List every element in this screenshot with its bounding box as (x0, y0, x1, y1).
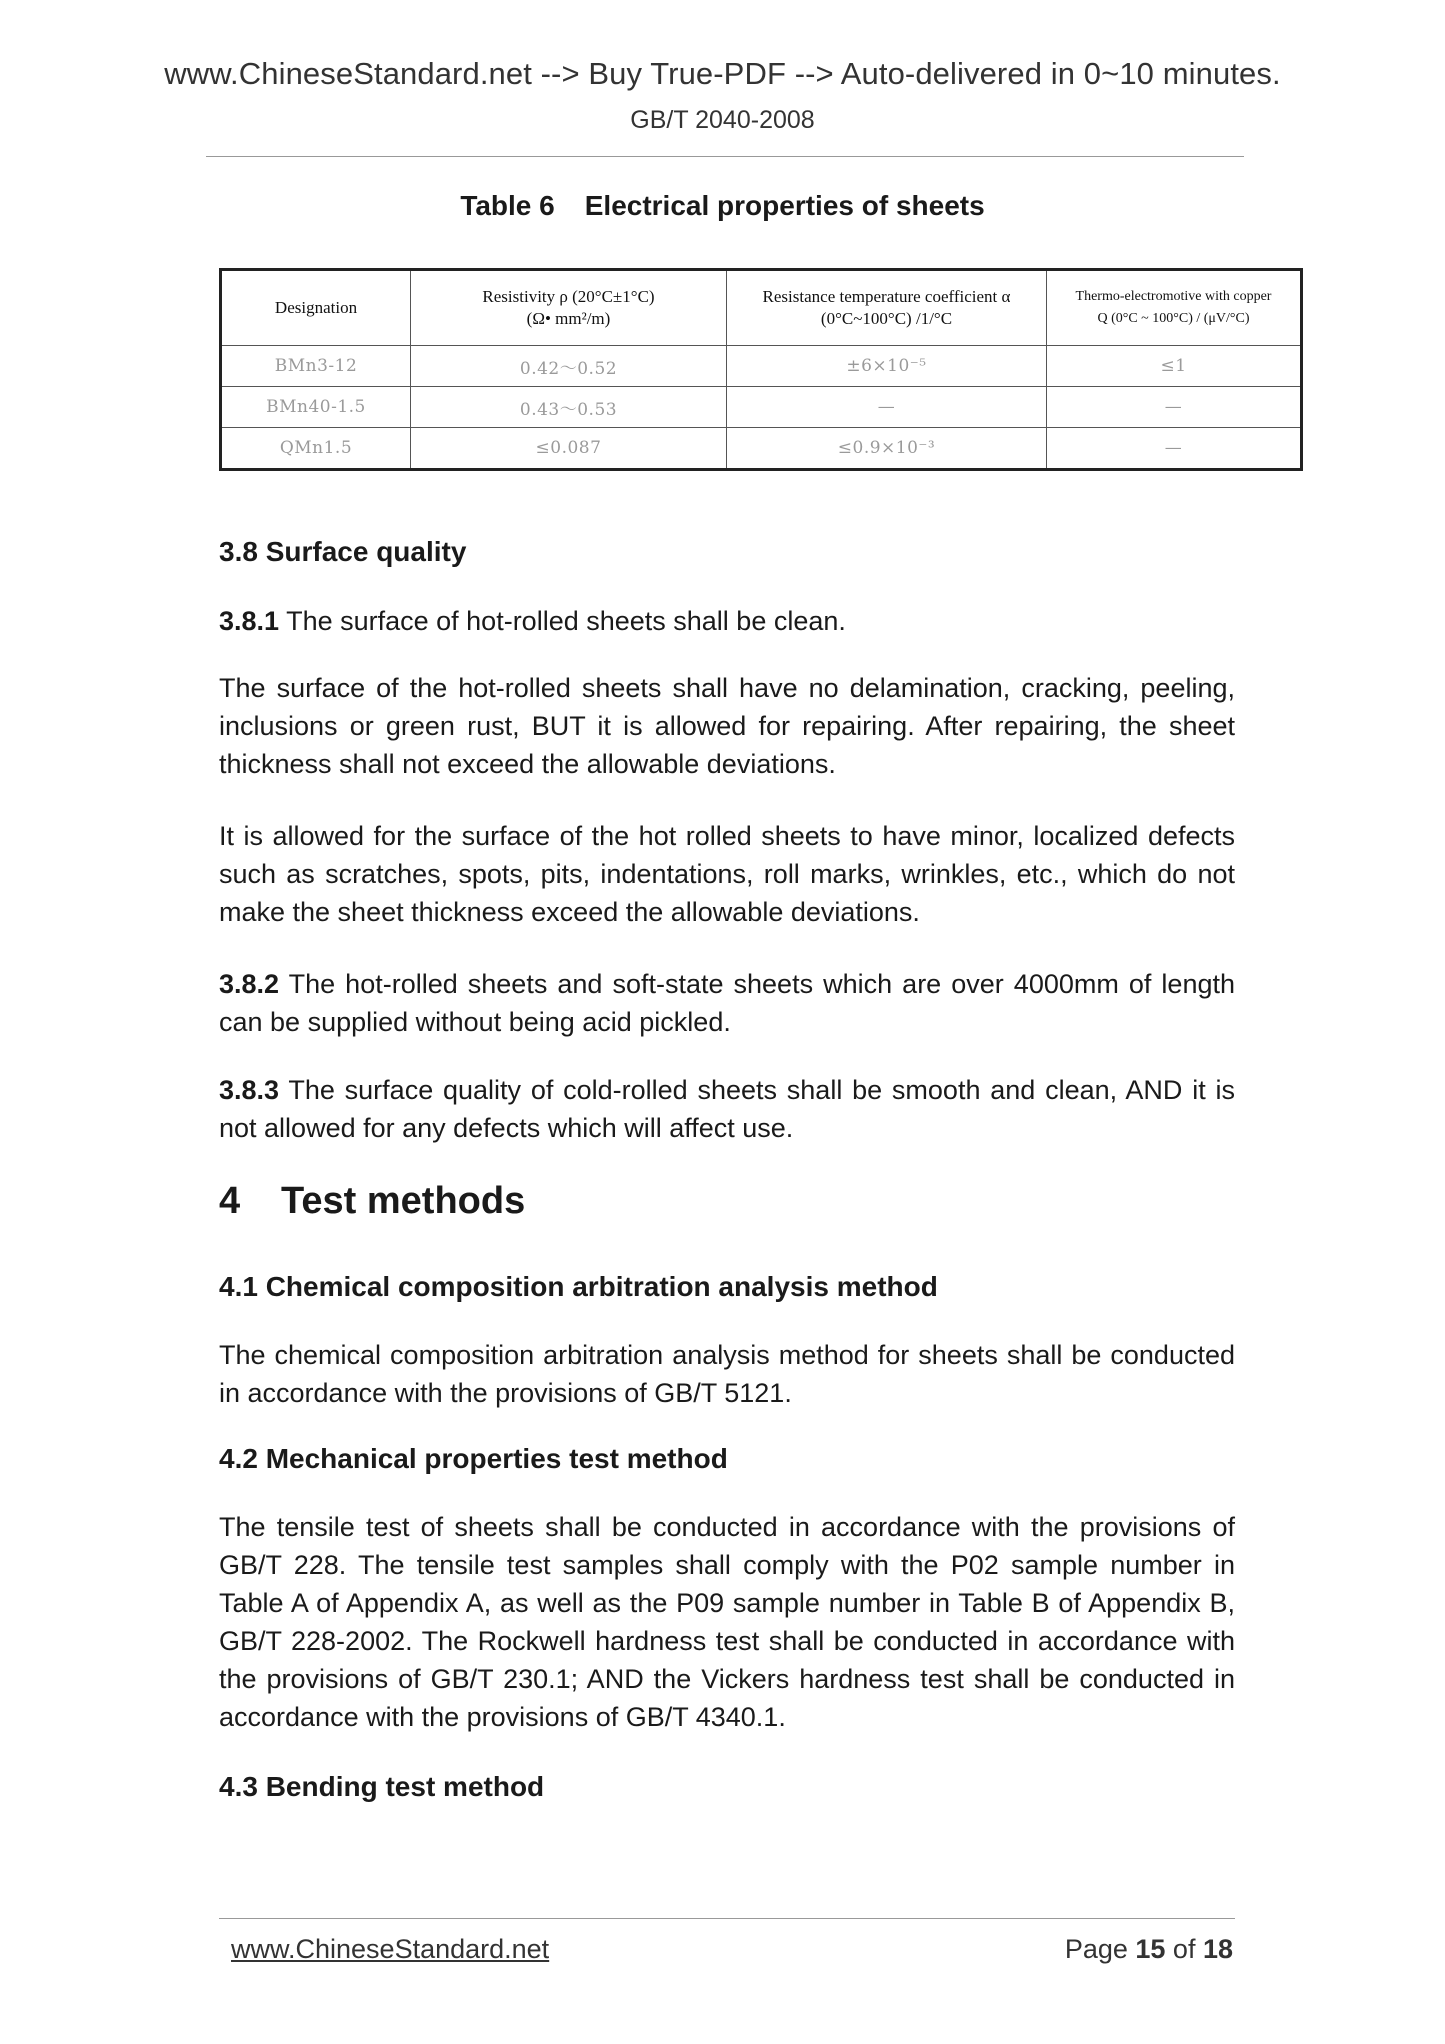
header-standard-number: GB/T 2040-2008 (630, 106, 815, 134)
cell-coefficient: — (727, 387, 1047, 428)
cell-coefficient: ±6×10⁻⁵ (727, 346, 1047, 387)
cell-thermo: — (1047, 387, 1302, 428)
cell-resistivity: ≤0.087 (411, 428, 727, 470)
section-4-1-heading: 4.1 Chemical composition arbitration analysis method (219, 1271, 938, 1302)
cell-resistivity: 0.43～0.53 (411, 387, 727, 428)
section-4-heading: 4 Test methods (219, 1180, 526, 1222)
col-header-thermo-electromotive: Thermo-electromotive with copper Q (0°C ~ 100°C) / (μV/°C) (1047, 270, 1302, 346)
cell-thermo: ≤1 (1047, 346, 1302, 387)
section-4-2-paragraph: The tensile test of sheets shall be conducted in accordance with the provisions of GB/T 228. The tensile test samples shall comply with the P02 sample number in Table A of Appendix A, as well as the P09 sample number in Table B of Appendix B, GB/T 228-2002. The Rockwell hardness test shall be conducted in accordance with the provisions of GB/T 230.1; AND the Vickers hardness test shall be conducted in accordance with the provisions of GB/T 4340.1. (219, 1512, 1235, 1732)
cell-designation: BMn3-12 (221, 346, 411, 387)
minor-defects-paragraph: It is allowed for the surface of the hot rolled sheets to have minor, localized defects such as scratches, spots, pits, indentations, roll marks, wrinkles, etc., which do not make the sheet thickness exceed the allowable deviations. (219, 821, 1235, 927)
table-title-text: Electrical properties of sheets (584, 190, 985, 221)
cell-thermo: — (1047, 428, 1302, 470)
table-title (0, 190, 1445, 222)
page-number: Page 15 of 18 (1064, 1934, 1233, 1964)
section-3-8-3-paragraph: 3.8.3 The surface quality of cold-rolled sheets shall be smooth and clean, AND it is not allowed for any defects which will affect use. (219, 1075, 1235, 1143)
electrical-properties-table (219, 268, 1303, 471)
section-3-8-3-number: 3.8.3 (219, 1075, 280, 1105)
section-3-8-2-paragraph: 3.8.2 The hot-rolled sheets and soft-state sheets which are over 4000mm of length can be supplied without being acid pickled. (219, 969, 1235, 1037)
table-row (221, 428, 1302, 470)
section-3-8-1-paragraph: 3.8.1 The surface of hot-rolled sheets shall be clean. (219, 606, 846, 636)
table-row (221, 346, 1302, 387)
col-header-designation: Designation (221, 270, 411, 346)
section-3-8-1-number: 3.8.1 (219, 606, 280, 636)
section-3-8-heading: 3.8 Surface quality (219, 536, 467, 567)
cell-designation: QMn1.5 (221, 428, 411, 470)
delamination-paragraph: The surface of the hot-rolled sheets shall have no delamination, cracking, peeling, inclusions or green rust, BUT it is allowed for repairing. After repairing, the sheet thickness shall not exceed the allowable deviations. (219, 673, 1235, 779)
col-header-resistivity: Resistivity ρ (20°C±1°C) (Ω• mm²/m) (411, 270, 727, 346)
table-row (221, 387, 1302, 428)
current-page: 15 (1135, 1934, 1166, 1964)
total-pages: 18 (1202, 1934, 1233, 1964)
cell-coefficient: ≤0.9×10⁻³ (727, 428, 1047, 470)
header-banner: www.ChineseStandard.net --> Buy True-PDF --> Auto-delivered in 0~10 minutes. (164, 56, 1281, 91)
cell-resistivity: 0.42～0.52 (411, 346, 727, 387)
header-divider (206, 156, 1244, 157)
table-title-number: Table 6 (460, 190, 555, 221)
col-header-temperature-coefficient: Resistance temperature coefficient α (0°C~100°C) /1/°C (727, 270, 1047, 346)
section-4-3-heading: 4.3 Bending test method (219, 1771, 545, 1802)
footer-website-link[interactable]: www.ChineseStandard.net (231, 1934, 550, 1964)
footer-divider (219, 1918, 1235, 1919)
section-3-8-2-number: 3.8.2 (219, 969, 280, 999)
section-4-2-heading: 4.2 Mechanical properties test method (219, 1443, 728, 1474)
cell-designation: BMn40-1.5 (221, 387, 411, 428)
section-4-1-paragraph: The chemical composition arbitration analysis method for sheets shall be conducted in accordance with the provisions of GB/T 5121. (219, 1340, 1235, 1408)
table-header-row (221, 270, 1302, 346)
